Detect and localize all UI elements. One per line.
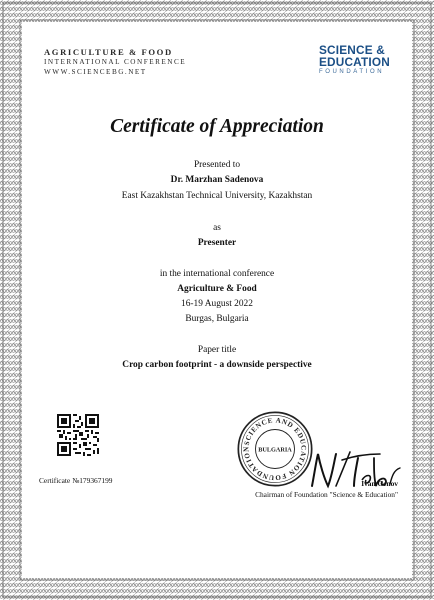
foundation-logo-line2: EDUCATION (318, 55, 390, 69)
conference-name-line: AGRICULTURE & FOOD (44, 47, 173, 57)
paper-title: Crop carbon footprint - a downside perspective (122, 360, 312, 370)
recipient-name: Dr. Marzhan Sadenova (170, 175, 264, 185)
seal-center-text: BULGARIA (258, 446, 292, 454)
certificate-number-label: Certificate (39, 476, 71, 485)
conference-type-line: INTERNATIONAL CONFERENCE (44, 58, 187, 66)
certificate-number-value: №179367199 (72, 476, 113, 485)
recipient-role: Presenter (197, 238, 237, 248)
signer-block (238, 479, 398, 499)
presented-to-label: Presented to (193, 160, 241, 170)
recipient-affiliation: East Kazakhstan Technical University, Kazakhstan (121, 191, 313, 201)
foundation-logo-line3: FOUNDATION (318, 69, 385, 75)
paper-title-label: Paper title (197, 345, 237, 355)
certificate-title: Certificate of Appreciation (110, 116, 324, 137)
conference-logo-text (44, 47, 186, 77)
signer-name: Ivan Genov (361, 479, 398, 488)
foundation-logo (319, 44, 390, 77)
seal-ring-text: SCIENCE AND EDUCATION FOUNDATION (242, 416, 308, 482)
conference-intro: in the international conference (159, 269, 275, 279)
as-label: as (213, 223, 221, 233)
conference-dates: 16-19 August 2022 (181, 299, 253, 309)
certificate-number (39, 476, 113, 485)
conference-location: Burgas, Bulgaria (185, 314, 249, 324)
conference-website: WWW.SCIENCEBG.NET (44, 68, 147, 76)
foundation-seal-icon (236, 410, 314, 488)
certificate-body (22, 22, 412, 578)
foundation-logo-line1: SCIENCE & (318, 43, 385, 57)
conference-name: Agriculture & Food (177, 284, 257, 294)
signer-role: Chairman of Foundation "Science & Education" (255, 490, 398, 499)
qr-code-icon (57, 414, 99, 456)
